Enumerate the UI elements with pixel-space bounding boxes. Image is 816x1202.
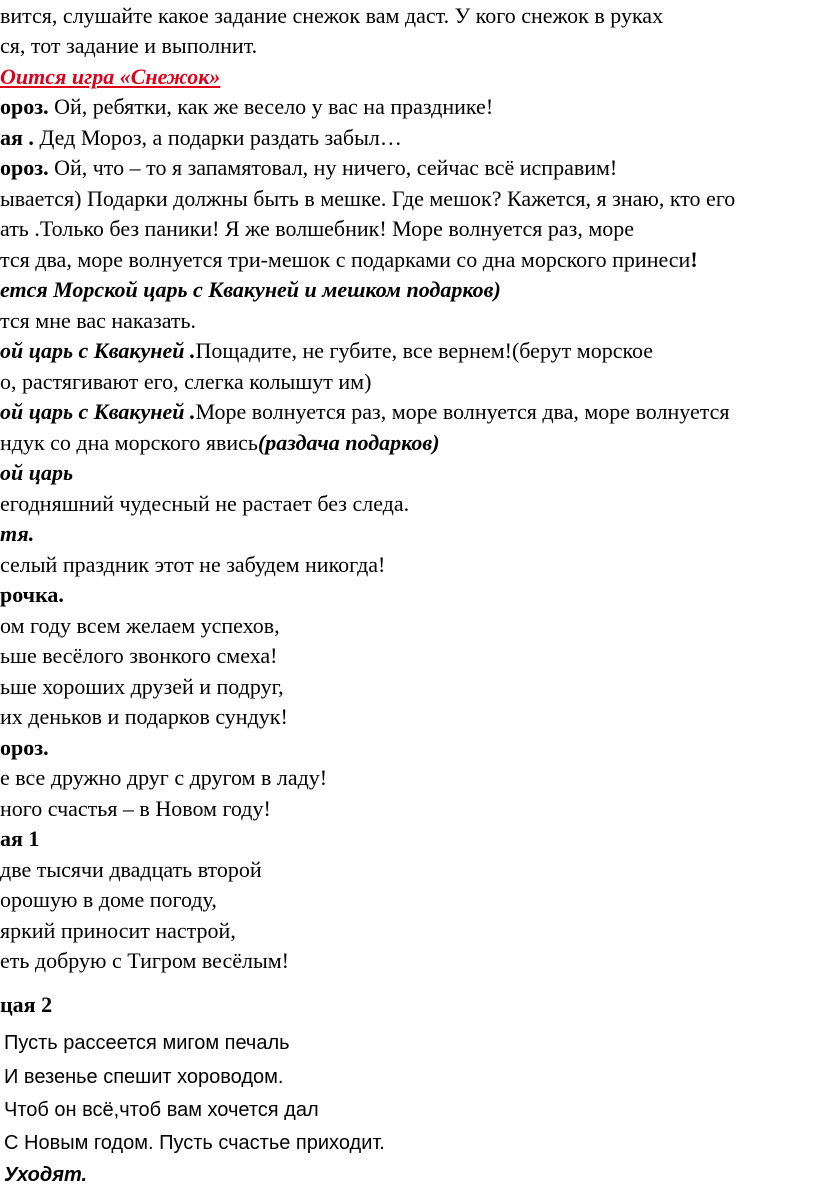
text-line: ывается) Подарки должны быть в мешке. Где мешок? Кажется, я знаю, кто его [0,186,736,211]
text-line: вится, слушайте какое задание снежок вам даст. У кого снежок в руках [0,3,664,28]
speaker-name: ороз. [0,155,49,180]
speaker-line [0,125,402,151]
game-heading: Оится игра «Снежок» [0,64,221,89]
speaker-text: Дед Мороз, а подарки раздать забыл… [33,125,402,150]
speaker-name: ой царь с Квакуней . [0,338,196,363]
text-segment: тся два, море волнуется три-мешок с подарками со дна морского принеси [0,247,691,272]
stage-note: (раздача подарков) [257,430,440,455]
verse-line: их деньков и подарков сундук! [0,704,288,729]
verse-line: С Новым годом. Пусть счастье приходит. [4,1132,385,1154]
verse-line: две тысячи двадцать второй [0,857,262,882]
speaker-text: Пощадите, не губите, все вернем!(берут морское [195,338,654,363]
speaker-heading: ой царь [0,460,74,485]
speaker-heading: ая 1 [0,826,40,851]
text-line [0,247,698,273]
verse-line: Чтоб он всё,чтоб вам хочется дал [4,1099,319,1121]
speaker-line [0,338,653,364]
speaker-heading: рочка. [0,582,64,607]
speaker-text: Ой, что – то я запамятовал, ну ничего, сейчас всё исправим! [48,155,618,180]
verse-line: Пусть рассеется мигом печаль [4,1032,290,1054]
text-line: тся мне вас наказать. [0,308,197,333]
speaker-name: ая . [0,125,34,150]
speaker-name: ой царь с Квакуней . [0,399,196,424]
verse-line: е все дружно друг с другом в ладу! [0,765,328,790]
verse-line: ного счастья – в Новом году! [0,796,271,821]
text-segment: ндук со дна морского явись [0,430,258,455]
text-segment-bold: ! [690,247,698,272]
text-line: ся, тот задание и выполнит. [0,33,258,58]
speaker-heading: тя. [0,521,35,546]
verse-line: орошую в доме погоду, [0,887,217,912]
verse-line: ьше хороших друзей и подруг, [0,674,284,699]
speaker-line [0,94,493,120]
text-line: о, растягивают его, слегка колышут им) [0,369,372,394]
verse-line: егодняшний чудесный не растает без следа. [0,491,410,516]
stage-direction: ется Морской царь с Квакуней и мешком подарков) [0,277,501,302]
speaker-text: Море волнуется раз, море волнуется два, море волнуется [195,399,730,424]
verse-line: И везенье спешит хороводом. [4,1066,284,1088]
speaker-line [0,155,617,181]
verse-line: ьше весёлого звонкого смеха! [0,643,278,668]
text-line [0,430,440,456]
speaker-line [0,399,730,425]
speaker-text: Ой, ребятки, как же весело у вас на празднике! [48,94,494,119]
stage-direction-exit: Уходят. [4,1164,88,1186]
text-line: ать .Только без паники! Я же волшебник! Море волнуется раз, море [0,216,635,241]
speaker-heading: ороз. [0,735,49,760]
verse-line: яркий приносит настрой, [0,918,236,943]
speaker-heading: цая 2 [0,992,53,1017]
verse-line: селый праздник этот не забудем никогда! [0,552,386,577]
verse-line: ом году всем желаем успехов, [0,613,280,638]
verse-line: еть добрую с Тигром весёлым! [0,948,290,973]
speaker-name: ороз. [0,94,49,119]
